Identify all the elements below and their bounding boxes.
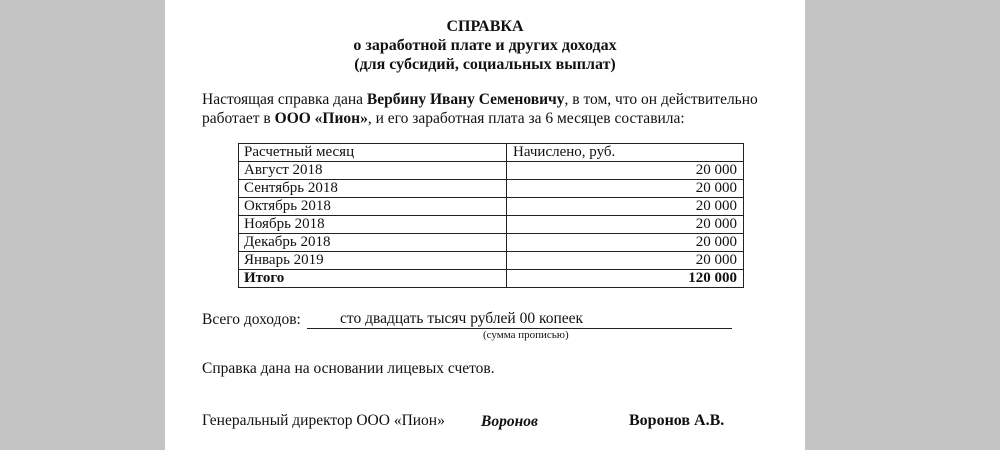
table-row (239, 234, 744, 252)
handwritten-signature: Воронов (481, 413, 538, 430)
doc-purpose: (для субсидий, социальных выплат) (354, 56, 616, 73)
month-cell: Август 2018 (239, 162, 507, 180)
total-income-words: сто двадцать тысяч рублей 00 копеек (340, 310, 584, 327)
table-row (239, 198, 744, 216)
table-row (239, 180, 744, 198)
amount-cell: 20 000 (507, 216, 744, 234)
table-row (239, 162, 744, 180)
document-page (165, 0, 805, 450)
table-header-row (239, 144, 744, 162)
total-row (239, 270, 744, 288)
amount-cell: 20 000 (507, 180, 744, 198)
person-name: Вербину Ивану Семеновичу (366, 91, 565, 108)
income-table (238, 143, 744, 288)
company-name: ООО «Пион» (274, 110, 368, 127)
intro-text: , и его заработная плата за 6 месяцев составила: (367, 110, 685, 127)
basis-statement: Справка дана на основании лицевых счетов. (202, 360, 495, 377)
signatory-name: Воронов А.В. (629, 412, 725, 429)
total-amount: 120 000 (507, 270, 744, 288)
month-cell: Сентябрь 2018 (239, 180, 507, 198)
signatory-role: Генеральный директор ООО «Пион» (202, 412, 445, 429)
doc-subtitle: о заработной плате и других доходах (353, 37, 617, 54)
month-cell: Декабрь 2018 (239, 234, 507, 252)
total-income-label: Всего доходов: (202, 311, 301, 328)
total-label: Итого (239, 270, 507, 288)
header-month: Расчетный месяц (239, 144, 507, 162)
table-row (239, 252, 744, 270)
intro-line-2 (202, 110, 685, 128)
amount-in-words-caption: (сумма прописью) (483, 329, 569, 341)
month-cell: Ноябрь 2018 (239, 216, 507, 234)
month-cell: Январь 2019 (239, 252, 507, 270)
header-amount: Начислено, руб. (507, 144, 744, 162)
month-cell: Октябрь 2018 (239, 198, 507, 216)
intro-line-1 (202, 91, 758, 109)
amount-cell: 20 000 (507, 198, 744, 216)
total-income-line (307, 310, 732, 329)
amount-cell: 20 000 (507, 234, 744, 252)
doc-title: СПРАВКА (446, 18, 524, 35)
amount-cell: 20 000 (507, 252, 744, 270)
intro-text: Настоящая справка дана (202, 91, 367, 108)
table-row (239, 216, 744, 234)
amount-cell: 20 000 (507, 162, 744, 180)
intro-text: , в том, что он действительно (564, 91, 758, 108)
intro-text: работает в (202, 110, 275, 127)
